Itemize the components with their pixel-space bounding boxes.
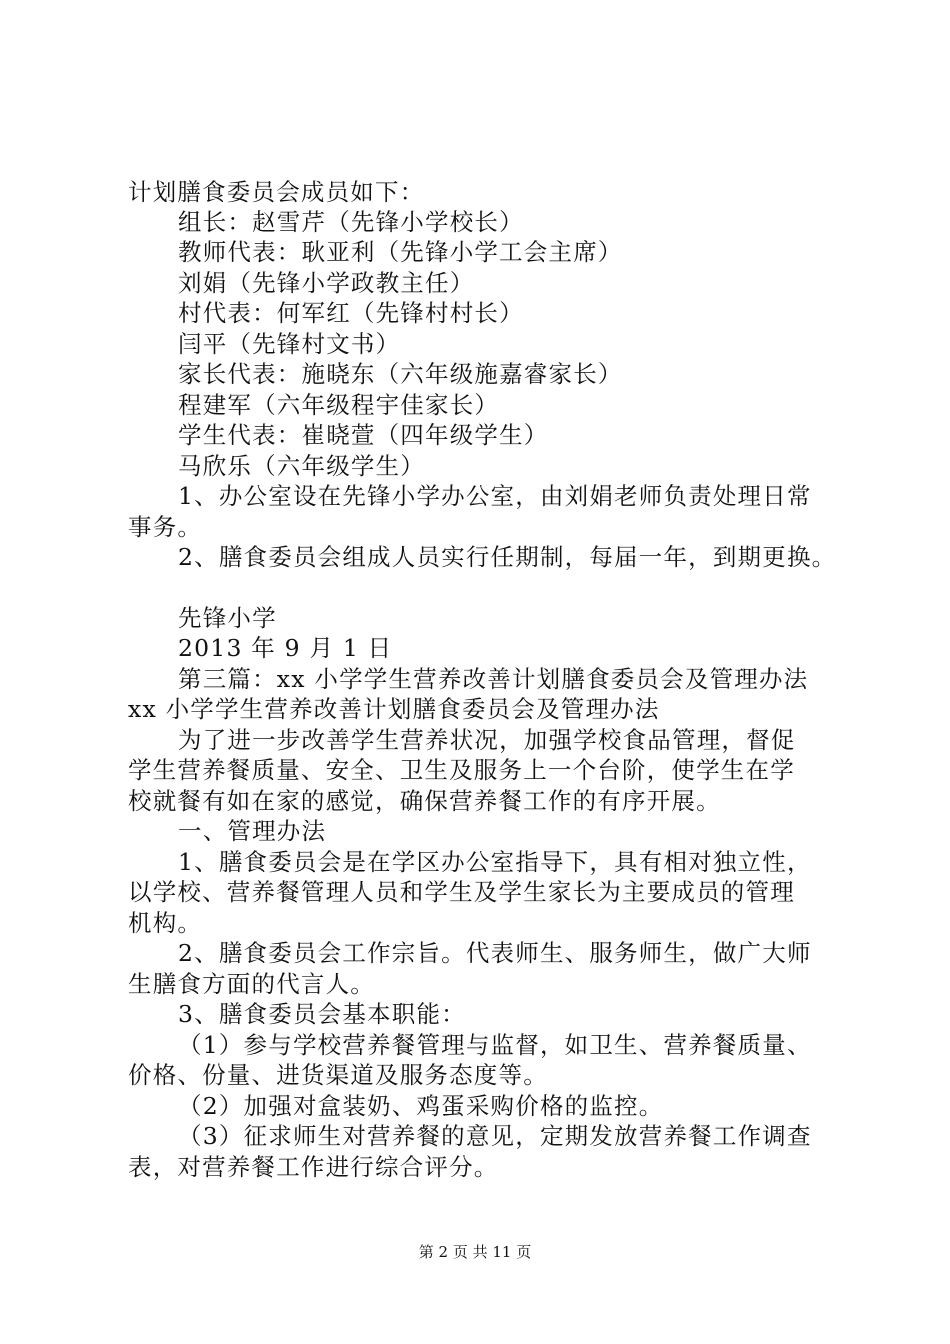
text-line: 以学校、营养餐管理人员和学生及学生家长为主要成员的管理: [128, 878, 795, 906]
text-line: 校就餐有如在家的感觉，确保营养餐工作的有序开展。: [128, 787, 721, 815]
text-line: 计划膳食委员会成员如下：: [128, 178, 425, 206]
text-line: 1、办公室设在先锋小学办公室，由刘娟老师负责处理日常: [178, 482, 812, 510]
text-line: 为了进一步改善学生营养状况，加强学校食品管理，督促: [178, 726, 796, 754]
text-line: （1）参与学校营养餐管理与监督，如卫生、营养餐质量、: [178, 1031, 812, 1059]
text-line: 2、膳食委员会工作宗旨。代表师生、服务师生，做广大师: [178, 939, 812, 967]
page-footer: [0, 1242, 950, 1262]
text-line: 村代表：何军红（先锋村村长）: [178, 299, 524, 327]
text-line: 1、膳食委员会是在学区办公室指导下，具有相对独立性，: [178, 848, 812, 876]
text-line: 马欣乐（六年级学生）: [178, 452, 425, 480]
text-line: （2）加强对盒装奶、鸡蛋采购价格的监控。: [178, 1092, 664, 1120]
text-line: 学生营养餐质量、安全、卫生及服务上一个台阶，使学生在学: [128, 756, 795, 784]
text-line: 刘娟（先锋小学政教主任）: [178, 269, 475, 297]
subheading: 一、管理办法: [178, 817, 327, 845]
text-line: （3）征求师生对营养餐的意见，定期发放营养餐工作调查: [178, 1122, 812, 1150]
page-number: 第 2 页 共 11 页: [418, 1243, 532, 1261]
text-line: 家长代表：施晓东（六年级施嘉睿家长）: [178, 360, 623, 388]
text-line: 学生代表：崔晓萱（四年级学生）: [178, 421, 549, 449]
text-line: 2、膳食委员会组成人员实行任期制，每届一年，到期更换。: [178, 543, 837, 571]
section-heading: 第三篇：xx 小学学生营养改善计划膳食委员会及管理办法: [178, 665, 809, 693]
text-line: 机构。: [128, 909, 203, 937]
text-line: 教师代表：耿亚利（先锋小学工会主席）: [178, 238, 623, 266]
date-line: 2013 年 9 月 1 日: [178, 634, 393, 662]
text-line: 3、膳食委员会基本职能：: [178, 1000, 466, 1028]
section-title: xx 小学学生营养改善计划膳食委员会及管理办法: [128, 695, 660, 723]
text-line: 组长：赵雪芹（先锋小学校长）: [178, 208, 524, 236]
text-line: 事务。: [128, 513, 203, 541]
text-line: 闫平（先锋村文书）: [178, 330, 401, 358]
text-line: 表，对营养餐工作进行综合评分。: [128, 1153, 499, 1181]
text-line: 程建军（六年级程宇佳家长）: [178, 391, 500, 419]
text-line: 价格、份量、进货渠道及服务态度等。: [128, 1061, 548, 1089]
text-line: 生膳食方面的代言人。: [128, 970, 375, 998]
text-line: 先锋小学: [178, 604, 277, 632]
